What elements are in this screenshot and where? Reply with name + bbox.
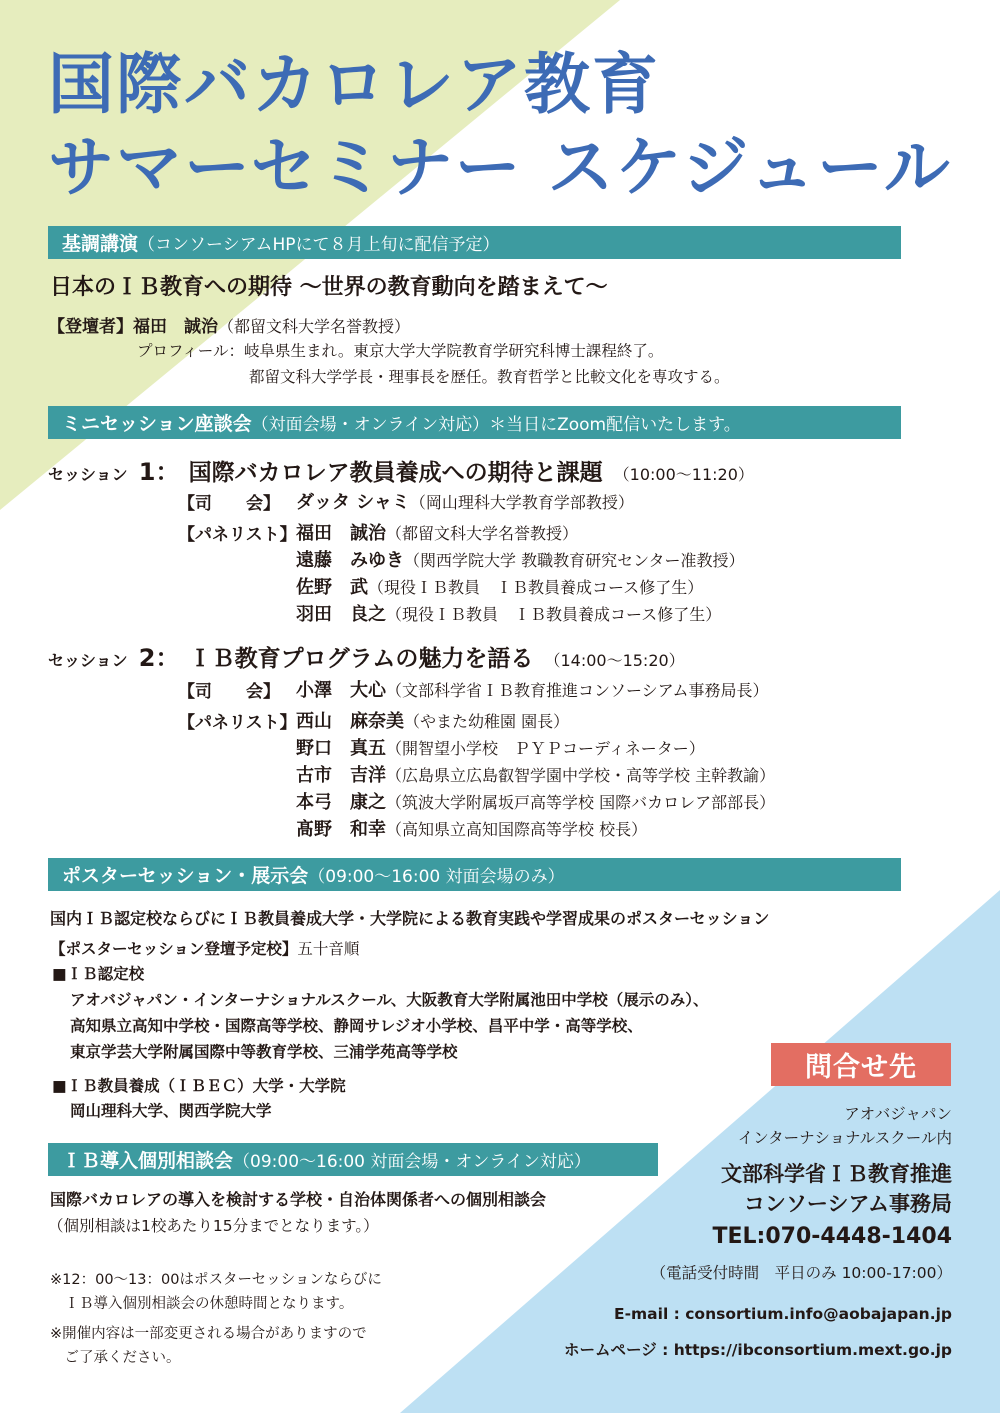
- contact-org-line2: インターナショナルスクール内: [737, 1129, 952, 1147]
- schools-label: 【ポスターセッション登壇予定校】: [50, 940, 298, 958]
- footnote-line: ※開催内容は一部変更される場合がありますので: [50, 1326, 367, 1342]
- session-1-moderator: [296, 488, 634, 514]
- moderator-label: 【司 会】: [178, 494, 280, 514]
- session-2-panelist: [296, 734, 705, 760]
- section-bar-mini-session: [48, 406, 901, 439]
- person-name: 古市 吉洋: [296, 765, 386, 786]
- footnote-line: ＩＢ導入個別相談会の休憩時間となります。: [50, 1296, 354, 1312]
- poster-school-line: 岡山理科大学、関西学院大学: [70, 1102, 272, 1120]
- person-affiliation: （岡山理科大学教育学部教授）: [409, 493, 634, 512]
- contact-tel[interactable]: TEL:070-4448-1404: [712, 1224, 952, 1249]
- session-time: （10:00～11:20）: [613, 465, 754, 484]
- session-1-panelist: [296, 546, 744, 572]
- person-affiliation: （都留文科大学名誉教授）: [386, 524, 579, 543]
- page-title-line1: 国際バカロレア教育: [48, 46, 660, 123]
- session-1-heading: [48, 452, 754, 487]
- session-2-panelist: [296, 815, 647, 841]
- session-2-heading: [48, 638, 685, 673]
- person-name: 福田 誠治: [296, 523, 386, 544]
- section-note: （コンソーシアムHPにて８月上旬に配信予定）: [138, 235, 500, 255]
- section-bar-consultation: [48, 1143, 658, 1176]
- person-name: 本弓 康之: [296, 792, 386, 813]
- person-name: 西山 麻奈美: [296, 711, 404, 732]
- profile-text: 岐阜県生まれ。東京大学大学院教育学研究科博士課程終了。: [243, 342, 664, 360]
- session-label: セッション: [48, 465, 128, 484]
- moderator-label: 【司 会】: [178, 682, 280, 702]
- speaker-affiliation: （都留文科大学名誉教授）: [218, 317, 411, 336]
- session-number: 1：: [138, 458, 180, 486]
- contact-office-line1: 文部科学省ＩＢ教育推進: [721, 1162, 952, 1186]
- session-1-panelist: [296, 600, 721, 626]
- poster-lead: 国内ＩＢ認定校ならびにＩＢ教員養成大学・大学院による教育実践や学習成果のポスターセッション: [50, 909, 770, 928]
- session-2-panelist: [296, 761, 775, 787]
- session-title: ＩＢ教育プログラムの魅力を語る: [188, 646, 534, 672]
- session-2-moderator: [296, 676, 769, 702]
- contact-box: 問合せ先: [771, 1043, 951, 1086]
- person-affiliation: （やまた幼稚園 園長）: [404, 712, 570, 731]
- person-name: 髙野 和幸: [296, 819, 386, 840]
- profile-label: プロフィール：: [137, 342, 244, 360]
- session-label: セッション: [48, 651, 128, 670]
- section-note: （対面会場・オンライン対応）＊当日にZoom配信いたします。: [251, 415, 741, 435]
- speaker-label: 【登壇者】: [48, 317, 133, 337]
- session-2-panelist: [296, 707, 569, 733]
- section-bar-keynote: [48, 226, 901, 259]
- poster-category-1: ■ＩＢ認定校: [52, 965, 145, 983]
- section-note: （09:00～16:00 対面会場・オンライン対応）: [233, 1152, 591, 1172]
- person-name: 野口 真五: [296, 738, 386, 759]
- person-name: ダッタ シャミ: [296, 492, 410, 513]
- section-title: ＩＢ導入個別相談会: [62, 1150, 234, 1172]
- person-name: 遠藤 みゆき: [296, 550, 404, 571]
- person-name: 小澤 大心: [296, 680, 386, 701]
- poster-school-line: アオバジャパン・インターナショナルスクール、大阪教育大学附属池田中学校（展示のみ）、: [70, 991, 709, 1009]
- session-2-panelist: [296, 788, 775, 814]
- page-title-line2: サマーセミナー スケジュール: [48, 129, 952, 206]
- person-affiliation: （現役ＩＢ教員 ＩＢ教員養成コース修了生）: [386, 605, 722, 624]
- contact-org-line1: アオバジャパン: [844, 1105, 952, 1123]
- footnote-line: ご了承ください。: [50, 1350, 181, 1366]
- section-title: ミニセッション座談会: [62, 413, 252, 435]
- keynote-lecture-title: 日本のＩＢ教育への期待 ～世界の教育動向を踏まえて～: [50, 275, 608, 300]
- section-title: 基調講演: [62, 233, 139, 255]
- person-affiliation: （広島県立広島叡智学園中学校・高等学校 主幹教諭）: [386, 766, 776, 785]
- section-title: ポスターセッション・展示会: [62, 865, 309, 887]
- person-affiliation: （文部科学省ＩＢ教育推進コンソーシアム事務局長）: [386, 681, 769, 700]
- consult-lead: 国際バカロレアの導入を検討する学校・自治体関係者への個別相談会: [50, 1190, 547, 1209]
- person-affiliation: （現役ＩＢ教員 ＩＢ教員養成コース修了生）: [368, 578, 704, 597]
- contact-homepage[interactable]: ホームページ : https://ibconsortium.mext.go.jp: [564, 1341, 952, 1359]
- panelist-label: 【パネリスト】: [178, 525, 297, 545]
- poster-school-line: 東京学芸大学附属国際中等教育学校、三浦学苑高等学校: [70, 1043, 458, 1061]
- session-1-panelist: [296, 519, 578, 545]
- poster-category-2: ■ＩＢ教員養成（ＩＢＥＣ）大学・大学院: [52, 1077, 346, 1095]
- person-affiliation: （関西学院大学 教職教育研究センター准教授）: [404, 551, 745, 570]
- section-note: （09:00～16:00 対面会場のみ）: [308, 867, 565, 887]
- poster-school-line: 高知県立高知中学校・国際高等学校、静岡サレジオ小学校、昌平中学・高等学校、: [70, 1017, 643, 1035]
- speaker-name: 福田 誠治: [133, 317, 218, 337]
- schools-order: 五十音順: [297, 940, 360, 958]
- person-name: 佐野 武: [296, 577, 368, 598]
- keynote-profile-line2: 都留文科大学学長・理事長を歴任。教育哲学と比較文化を専攻する。: [249, 368, 730, 386]
- poster-schools-heading: [50, 937, 359, 959]
- keynote-speaker: [48, 312, 410, 337]
- session-time: （14:00～15:20）: [544, 651, 685, 670]
- person-affiliation: （高知県立高知国際高等学校 校長）: [386, 820, 648, 839]
- person-name: 羽田 良之: [296, 604, 386, 625]
- footnote-line: ※12：00～13：00はポスターセッションならびに: [50, 1272, 382, 1288]
- session-number: 2：: [138, 644, 180, 672]
- person-affiliation: （開智望小学校 ＰＹＰコーディネーター）: [386, 739, 705, 758]
- contact-email[interactable]: E-mail : consortium.info@aobajapan.jp: [614, 1305, 952, 1323]
- contact-office-line2: コンソーシアム事務局: [743, 1192, 952, 1216]
- section-bar-poster-session: [48, 858, 901, 891]
- session-title: 国際バカロレア教員養成への期待と課題: [188, 460, 603, 486]
- person-affiliation: （筑波大学附属坂戸高等学校 国際バカロレア部部長）: [386, 793, 776, 812]
- consult-note: （個別相談は1校あたり15分までとなります。）: [48, 1217, 379, 1235]
- panelist-label: 【パネリスト】: [178, 713, 297, 733]
- keynote-profile-line1: [137, 339, 663, 361]
- contact-hours: （電話受付時間 平日のみ 10:00-17:00）: [650, 1264, 952, 1282]
- session-1-panelist: [296, 573, 703, 599]
